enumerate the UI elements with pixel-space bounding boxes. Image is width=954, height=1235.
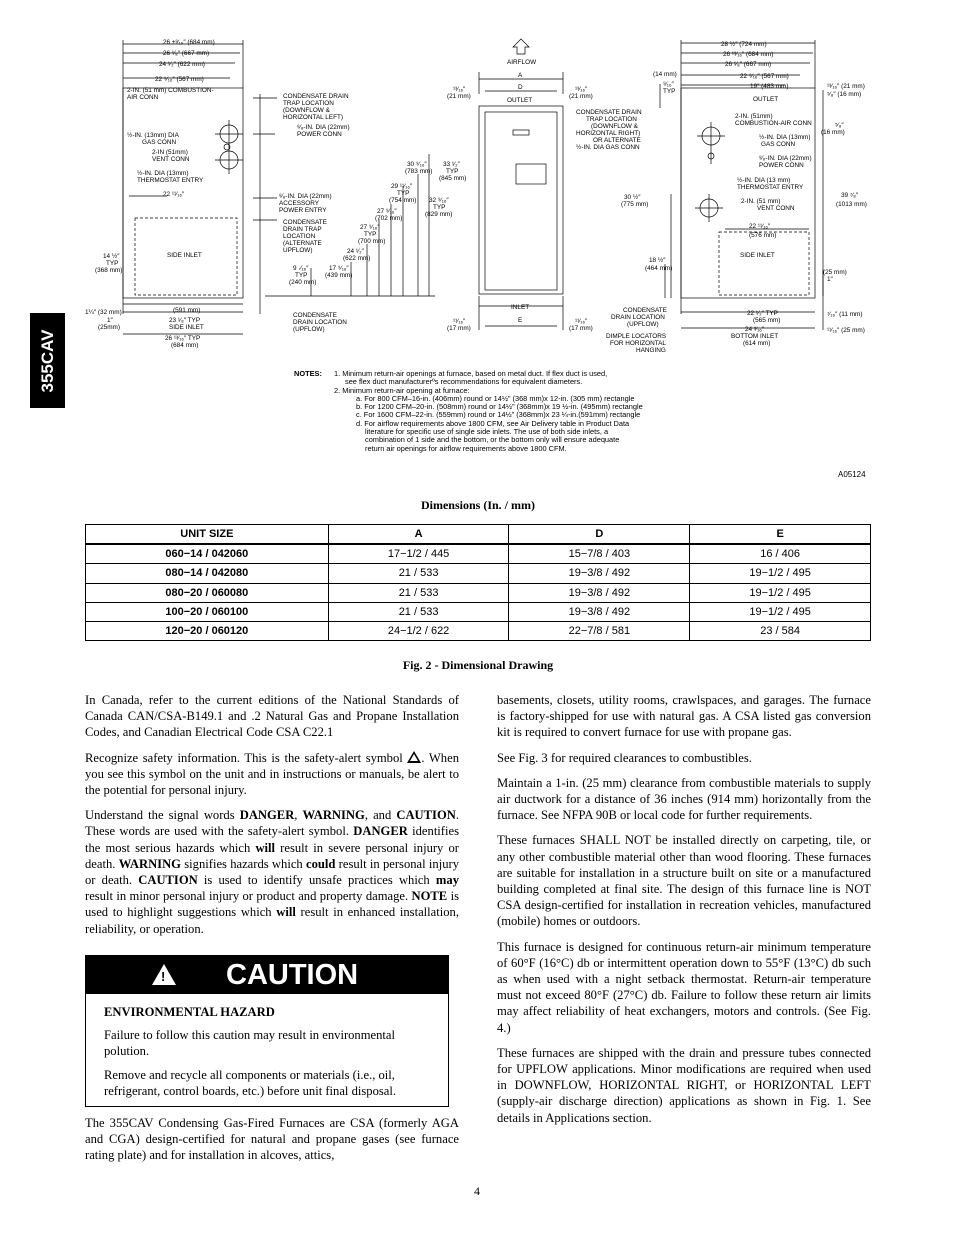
dim-label: (614 mm) (743, 340, 771, 347)
drawing-label: POWER ENTRY (279, 207, 327, 214)
dim-label: 32 ⁹⁄₁₆″ (429, 197, 449, 204)
drawing-notes (294, 370, 714, 453)
table-cell: 100−20 / 060100 (86, 602, 329, 621)
dim-label: 23 ¹⁄₈″ TYP (169, 317, 201, 324)
dim-label: 14 ½″ (103, 253, 120, 260)
drawing-label: ½-IN. (13mm) DIA (127, 132, 179, 139)
signal-word: WARNING (118, 856, 181, 871)
center-view-window (516, 164, 546, 184)
table-cell: 19−1/2 / 495 (690, 564, 871, 583)
drawing-label: 2-IN. (51 mm) (741, 198, 781, 205)
drawing-label: ½-IN. DIA (13mm) (137, 170, 189, 177)
dim-label: TYP (106, 260, 119, 267)
dim-label: (25mm) (98, 324, 121, 331)
dim-label: 24 ³⁄₁₆″ (745, 326, 765, 333)
drawing-label: VENT CONN (757, 205, 795, 212)
note-line: c. For 1600 CFM–22-in. (559mm) round or 14½” (368mm)x 23 ¼-in.(591mm) rectangle (356, 410, 641, 420)
drawing-label: (ALTERNATE (283, 240, 322, 247)
drawing-label: COMBUSTION-AIR CONN (735, 120, 812, 127)
note-line: return air openings for airflow requirements above 1800 CFM. (365, 443, 567, 453)
drawing-label: TRAP LOCATION (586, 116, 637, 123)
table-cell: 23 / 584 (690, 621, 871, 640)
drawing-label: DRAIN LOCATION (293, 319, 347, 326)
dim-label: (368 mm) (95, 267, 123, 274)
signal-word: DANGER (239, 808, 295, 823)
dim-label: 22 ¹¹⁄₁₆″ (749, 223, 771, 230)
paragraph-text: . When you see this symbol on the unit and in instructions or manuals, be alert to the potential for personal injury. (85, 750, 459, 798)
dim-d-label: D (518, 84, 523, 91)
table-row (86, 564, 871, 583)
drawing-label: DRAIN LOCATION (611, 314, 665, 321)
dim-label: 27 ⁹⁄₁₆″ (360, 224, 380, 231)
safety-alert-icon (407, 751, 421, 763)
paragraph-text: Recognize safety information. This is the safety‐alert symbol (85, 750, 408, 765)
signal-word: WARNING (302, 808, 365, 823)
dim-label: 26 ¹³⁄₁₆″ TYP (165, 335, 201, 342)
dim-label: TYP (446, 168, 459, 175)
drawing-label: GAS CONN (142, 139, 177, 146)
dim-label: 1″ (827, 276, 833, 283)
drawing-label: TRAP LOCATION (283, 100, 334, 107)
right-side-inlet-box (719, 232, 809, 295)
dim-label: (21 mm) (447, 93, 471, 100)
drawing-label: VENT CONN (152, 156, 190, 163)
dim-label: (21 mm) (569, 93, 593, 100)
drawing-label: ⁸⁄₈-IN. DIA (22mm) (279, 193, 332, 200)
warning-exclamation: ! (161, 969, 166, 984)
drawing-label: LOCATION (283, 233, 316, 240)
outlet-label: OUTLET (507, 97, 533, 104)
table-header-cell: A (328, 525, 509, 545)
table-cell: 16 / 406 (690, 544, 871, 564)
caution-text: Failure to follow this caution may result in environmental polution. (104, 1028, 395, 1058)
signal-word: DANGER (353, 824, 408, 839)
paragraph: basements, closets, utility rooms, crawlspaces, and garages. The furnace is factory‐shipped for use with natural gas. A CSA listed gas conversion kit is required to convert furnace for use with propane gas. (497, 693, 871, 740)
emphasis: could (305, 856, 336, 871)
dim-label: 22 ¹⁄₂″ TYP (747, 310, 778, 317)
dim-label: ¹¹⁄₁₆″ (575, 318, 588, 325)
dim-label: (702 mm) (375, 215, 403, 222)
dim-label: ⁵⁄₈″ (16 mm) (827, 91, 862, 98)
table-header-cell: E (690, 525, 871, 545)
signal-word: NOTE (411, 889, 448, 904)
caution-title: CAUTION (226, 959, 359, 991)
side-tab (30, 313, 65, 408)
dim-label: TYP (663, 88, 676, 95)
dim-label: 22 ⁹⁄₁₆″ (567 mm) (155, 76, 204, 83)
note-line: combination of 1 side and the bottom, or the bottom only will ensure adequate (365, 435, 620, 445)
drawing-label: FOR HORIZONTAL (610, 340, 666, 347)
dim-label: TYP (397, 190, 410, 197)
dim-label: SIDE INLET (169, 324, 204, 331)
dim-label: 33 ¹⁄₂″ (443, 161, 460, 168)
paragraph: These furnaces are shipped with the drain and pressure tubes connected for UPFLOW applications. Minor modifications are required when used in DOWNFLOW, HORIZONTAL RIGHT, or HORIZONTAL LEFT (supply‐air discharge direction) applications as shown in Fig. 1. See details in Applications section. (497, 1045, 871, 1125)
table-row (86, 544, 871, 564)
page-number: 4 (474, 1184, 480, 1198)
dim-label: (464 mm) (645, 265, 673, 272)
emphasis: will (255, 840, 276, 855)
dim-label: 1¼″ (32 mm) (85, 309, 122, 316)
note-line: 2. Minimum return-air opening at furnace: (334, 385, 470, 395)
note-line: literature for specific use of single side inlets. The use of both side inlets, a (365, 427, 609, 437)
paragraph: These furnaces SHALL NOT be installed directly on carpeting, tile, or any other combustible material other than wood flooring. These furnaces are suitable for installation in a structure built on site or a manufactured building completed at final site. The design of this furnace line is NOT CSA design‐certified for installation in recreation vehicles, manufactured (mobile) homes or outdoors. (497, 833, 871, 929)
dimensions-table (85, 524, 871, 641)
table-cell: 24−1/2 / 622 (328, 621, 509, 640)
table-cell: 19−3/8 / 492 (509, 564, 690, 583)
table-cell: 17−1/2 / 445 (328, 544, 509, 564)
table-header-cell: UNIT SIZE (86, 525, 329, 545)
dim-label: (775 mm) (621, 201, 649, 208)
dim-label: TYP (433, 204, 446, 211)
dim-label: 26 ±³⁄₁₆″ (684 mm) (163, 39, 215, 46)
center-view-outline (479, 106, 563, 294)
drawing-label: (UPFLOW) (627, 321, 659, 328)
table-row (86, 602, 871, 621)
dim-label: ⁵⁄₈″ (835, 122, 844, 129)
dim-label: (14 mm) (653, 71, 677, 78)
signal-word: CAUTION (396, 808, 456, 823)
drawing-label: (UPFLOW) (293, 326, 325, 333)
dim-label: (754 mm) (389, 197, 417, 204)
dim-label: (684 mm) (171, 342, 199, 349)
paragraph: Understand the signal words DANGER, WARNING, and CAUTION. These words are used with the safety‐alert symbol. DANGER identifies the most serious hazards which will result in severe personal injury or death. WARNING signifies hazards which could result in personal injury or death. CAUTION is used to identify unsafe practices which may result in minor personal injury or product and property damage. NOTE is used to highlight suggestions which will result in enhanced installation, reliability, or operation. (85, 808, 460, 936)
dim-label: 19″ (483 mm) (750, 83, 789, 90)
dim-label: (576 mm) (749, 232, 777, 239)
table-cell: 22−7/8 / 581 (509, 621, 690, 640)
drawing-label: (DOWNFLOW & (591, 123, 638, 130)
outlet-label: OUTLET (753, 96, 779, 103)
drawing-label: POWER CONN (297, 131, 342, 138)
dim-label: 26 ¹³⁄₁₆″ (684 mm) (723, 51, 774, 58)
note-line: b. For 1200 CFM–20-in. (508mm) round or 14½” (368mm)x 19 ½-in. (495mm) rectangle (356, 402, 643, 412)
dim-label: 9 ·⁄₁₆″ (293, 265, 309, 272)
drawing-label: CONDENSATE DRAIN (576, 109, 642, 116)
side-tab-label: 355CAV (37, 329, 57, 392)
dim-label: 22 ⁹⁄₁₆″ (567 mm) (740, 73, 789, 80)
drawing-label: CONDENSATE DRAIN (283, 93, 349, 100)
dim-label: (845 mm) (439, 175, 467, 182)
note-line: a. For 800 CFM–16-in. (406mm) round or 14½” (368 mm)x 12-in. (305 mm) rectangle (356, 393, 635, 403)
dim-label: ⁹⁄₁₆″ (663, 81, 674, 88)
drawing-label: UPFLOW) (283, 247, 313, 254)
left-column-continued (85, 1115, 459, 1173)
table-cell: 21 / 533 (328, 564, 509, 583)
drawing-label: GAS CONN (761, 141, 796, 148)
side-inlet-label: SIDE INLET (167, 252, 202, 259)
signal-word: CAUTION (138, 873, 198, 888)
drawing-label: DIMPLE LOCATORS (606, 333, 667, 340)
dim-label: ¹³⁄₁₆″ (21 mm) (827, 83, 865, 90)
dim-label: (622 mm) (343, 255, 371, 262)
table-cell: 080−20 / 060080 (86, 583, 329, 602)
left-column (85, 692, 459, 946)
dim-label: 30 ⁹⁄₁₆″ (407, 161, 427, 168)
dim-label: 30 ½″ (624, 194, 641, 201)
caution-header (86, 956, 448, 994)
table-cell: 15−7/8 / 403 (509, 544, 690, 564)
dim-label: (17 mm) (569, 325, 593, 332)
table-cell: 21 / 533 (328, 602, 509, 621)
dim-e-label: E (518, 317, 523, 324)
table-body (86, 544, 871, 640)
dim-label: (16 mm) (821, 129, 845, 136)
drawing-label: CONDENSATE (623, 307, 667, 314)
dim-label: (700 mm) (358, 238, 386, 245)
dim-a-label: A (518, 72, 523, 79)
paragraph (85, 750, 459, 799)
emphasis: will (276, 905, 296, 920)
left-view-labels (85, 39, 466, 349)
dim-label: (17 mm) (447, 325, 471, 332)
dim-label: (829 mm) (425, 211, 453, 218)
dim-label: 18 ½″ (649, 257, 666, 264)
dim-label: ¹¹⁄₁₆″ (453, 318, 466, 325)
drawing-label: DRAIN TRAP (283, 226, 322, 233)
figure-code: A05124 (838, 470, 866, 479)
dim-label: 27 ⁹⁄₁₆″ (377, 208, 397, 215)
hazard-title: ENVIRONMENTAL HAZARD (104, 1005, 275, 1019)
drawing-label: THERMOSTAT ENTRY (137, 177, 204, 184)
drawing-label: HANGING (636, 347, 666, 354)
drawing-label: HORIZONTAL LEFT) (283, 114, 344, 121)
notes-header: NOTES: (294, 369, 322, 378)
note-line: 1. Minimum return-air openings at furnace, based on metal duct. If flex duct is used, (334, 369, 608, 378)
dim-label: 26 ¹⁄₈″ (667 mm) (163, 50, 210, 57)
dim-label: (240 mm) (289, 279, 317, 286)
dim-label: 29 ¹¹⁄₁₆″ (391, 183, 413, 190)
table-cell: 19−3/8 / 492 (509, 602, 690, 621)
note-line: d. For airflow requirements above 1800 CFM, see Air Delivery table in Product Data (356, 418, 630, 428)
drawing-label: POWER CONN (759, 162, 804, 169)
drawing-label: ½-IN. DIA (13 mm) (737, 177, 791, 184)
table-cell: 19−1/2 / 495 (690, 583, 871, 602)
drawing-label: ½-IN. DIA GAS CONN (576, 144, 640, 151)
dim-label: 28 ½″ (724 mm) (721, 41, 767, 48)
dim-label: 22 ¹¹⁄₁₆″ (163, 191, 185, 198)
dim-label: ¹¹⁄₁₆″ (25 mm) (827, 327, 865, 334)
caution-text: Remove and recycle all components or materials (i.e., oil, refrigerant, control boards, etc.) before unit final disposal. (104, 1068, 396, 1098)
inlet-label: INLET (511, 304, 530, 311)
figure-caption: Fig. 2 ‐ Dimensional Drawing (402, 658, 554, 672)
drawing-label: AIR CONN (127, 94, 159, 101)
drawing-label: THERMOSTAT ENTRY (737, 184, 804, 191)
emphasis: may (435, 873, 459, 888)
paragraph: In Canada, refer to the current editions of the National Standards of Canada CAN/CSA‐B149.1 and .2 Natural Gas and Propane Installation Codes, and Canadian Electrical Code CSA C22.1 (85, 693, 459, 740)
dim-label: ¹³⁄₁₆″ (575, 86, 588, 93)
dim-label: 1″ (107, 317, 113, 324)
drawing-label: CONDENSATE (293, 312, 337, 319)
table-cell: 120−20 / 060120 (86, 621, 329, 640)
paragraph: See Fig. 3 for required clearances to combustibles. (497, 750, 752, 765)
dim-label: (591 mm) (173, 307, 201, 314)
drawing-label: 2-IN. (51mm) (735, 113, 773, 120)
drawing-label: CONDENSATE (283, 219, 327, 226)
drawing-label: 2-IN. (51 mm) COMBUSTION- (127, 87, 214, 94)
dim-label: BOTTOM INLET (731, 333, 779, 340)
drawing-label: ½-IN. DIA (13mm) (759, 134, 811, 141)
drawing-label: 2-IN (51mm) (152, 149, 188, 156)
dim-label: (439 mm) (325, 272, 353, 279)
table-cell: 19−1/2 / 495 (690, 602, 871, 621)
dim-label: (1013 mm) (836, 201, 867, 208)
table-cell: 19−3/8 / 492 (509, 583, 690, 602)
airflow-label: AIRFLOW (507, 59, 537, 66)
paragraph: Maintain a 1‐in. (25 mm) clearance from combustible materials to supply air ductwork for a distance of 36 inches (914 mm) horizontally from the furnace. See NFPA 90B or local code for further requirements. (497, 775, 871, 823)
right-column (497, 692, 871, 1135)
dim-label: (565 mm) (753, 317, 781, 324)
caution-body (104, 1004, 436, 1107)
table-cell: 060−14 / 042060 (86, 544, 329, 564)
dim-label: 39 ⁷⁄₈″ (841, 192, 859, 199)
drawing-label: HORIZONTAL RIGHT) (576, 130, 641, 137)
dim-label: (783 mm) (405, 168, 433, 175)
table-cell: 080−14 / 042080 (86, 564, 329, 583)
table-header-row (86, 525, 871, 545)
drawing-label: ACCESSORY (279, 200, 320, 207)
table-row (86, 621, 871, 640)
center-view-labels (447, 59, 593, 332)
table-header-cell: D (509, 525, 690, 545)
center-label-plate (513, 130, 529, 135)
dim-label: 17 ⁹⁄₁₆″ (329, 265, 349, 272)
notes-list (334, 370, 714, 453)
paragraph: This furnace is designed for continuous return‐air minimum temperature of 60°F (16°C) db or intermittent operation down to 55°F (13°C) db such as when used with a night setback thermostat. Return‐air temperature must not exceed 80°F (27°C) db. Failure to follow these return air limits may affect reliability of heat exchangers, motors and controls. (See Fig. 4.) (497, 939, 871, 1035)
dim-label: 24 ¹⁄₂″ (622 mm) (159, 61, 205, 68)
table-row (86, 583, 871, 602)
dim-label: ¹³⁄₁₆″ (453, 86, 466, 93)
drawing-label: (DOWNFLOW & (283, 107, 330, 114)
dim-label: (25 mm) (823, 269, 847, 276)
dim-label: TYP (364, 231, 377, 238)
dim-label: TYP (295, 272, 308, 279)
drawing-label: ⁸⁄₈-IN. DIA (22mm) (297, 124, 350, 131)
table-cell: 21 / 533 (328, 583, 509, 602)
airflow-arrow (513, 39, 529, 54)
table-title: Dimensions (In. / mm) (420, 498, 535, 512)
dim-label: ⁷⁄₁₆″ (11 mm) (827, 311, 863, 318)
note-line: see flex duct manufacturerºs recommendations for equivalent diameters. (345, 377, 583, 387)
drawing-label: ⁸⁄₈-IN. DIA (22mm) (759, 155, 812, 162)
dim-label: 24 ¹⁄₂″ (347, 248, 364, 255)
caution-box (85, 955, 449, 1107)
drawing-label: OR ALTERNATE (593, 137, 641, 144)
dim-label: 26 ¹⁄₈″ (667 mm) (725, 61, 772, 68)
side-inlet-label: SIDE INLET (740, 252, 775, 259)
paragraph: The 355CAV Condensing Gas‐Fired Furnaces are CSA (formerly AGA and CGA) design‐certified for natural and propane gases (see furnace rating plate) and for installation in alcoves, attics, (85, 1116, 459, 1163)
